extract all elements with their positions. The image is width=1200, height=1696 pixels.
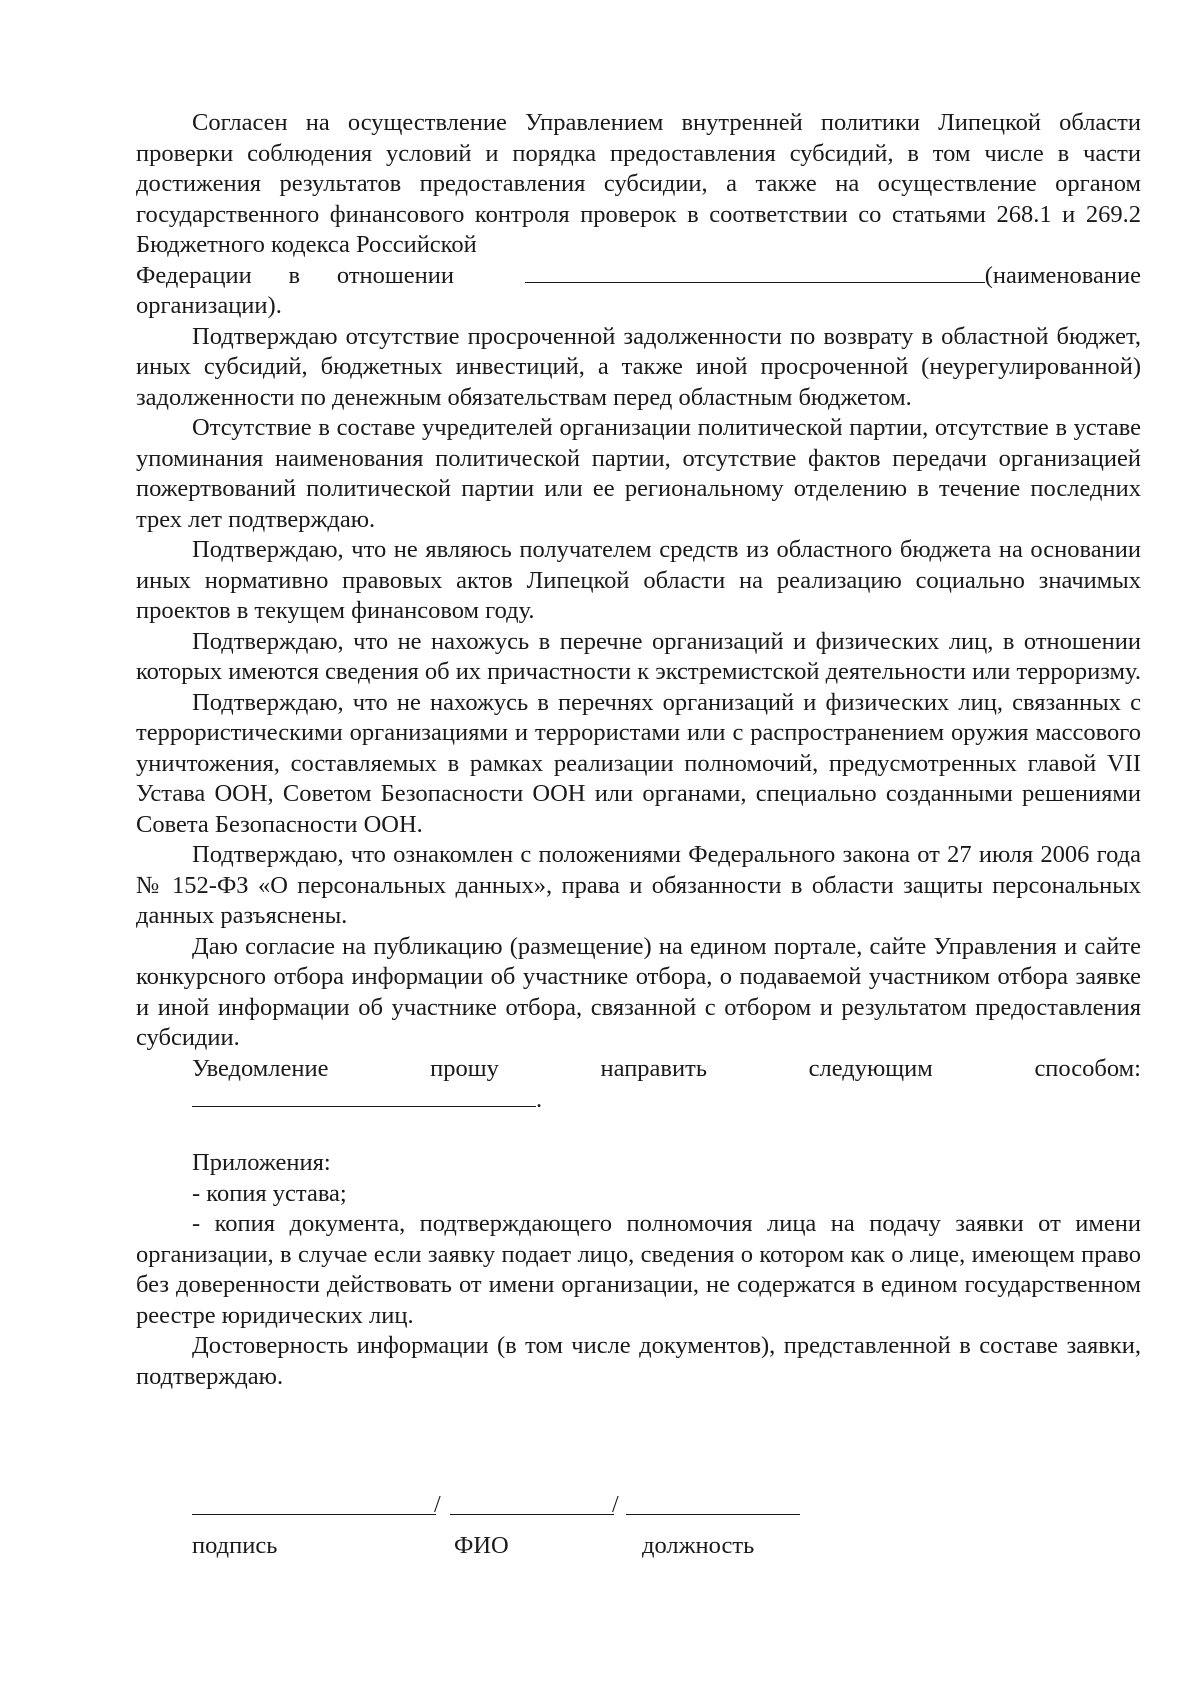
document-body: [136, 108, 1141, 1392]
no-other-funds-paragraph: Подтверждаю, что не являюсь получателем средств из областного бюджета на основании иных нормативно правовых актов Липецкой области на реализацию социально значимых проектов в текущем финансовом году.: [136, 536, 1141, 624]
attachment-authority-document: - копия документа, подтверждающего полномочия лица на подачу заявки от имени организации, в случае если заявку подает лицо, сведения о котором как о лице, имеющем право без доверенности действовать от имени организации, не содержатся в едином государственном реестре юридических лиц.: [136, 1210, 1141, 1329]
position-field[interactable]: [626, 1514, 800, 1515]
consent-paragraph: [136, 108, 1141, 261]
organization-name-hint: (наименование: [984, 261, 1141, 289]
notification-line: [136, 1054, 1141, 1085]
full-name-label: ФИО: [454, 1532, 509, 1559]
notification-method-field[interactable]: [192, 1084, 536, 1107]
relation-word: отношении: [336, 261, 454, 289]
position-label: должность: [642, 1532, 755, 1559]
no-extremism-paragraph: Подтверждаю, что не нахожусь в перечне организаций и физических лиц, в отношении которых имеются сведения об их причастности к экстремистской деятельности или терроризму.: [136, 627, 1141, 685]
signature-label: подпись: [192, 1532, 278, 1559]
attachments-heading: Приложения:: [192, 1149, 331, 1176]
separator-slash-1: /: [434, 1492, 441, 1518]
notify-word-3: направить: [600, 1054, 707, 1082]
accuracy-confirmation-paragraph: Достоверность информации (в том числе документов), представленной в составе заявки, подтверждаю.: [136, 1332, 1141, 1390]
federation-word: Федерации: [136, 261, 252, 289]
consent-text: Согласен на осуществление Управлением внутренней политики Липецкой области проверки соблюдения условий и порядка предоставления субсидий, в том числе в части достижения результатов предоставления субсидии, а также на осуществление органом государственного финансового контроля проверок в соответствии со статьями 268.1 и 269.2 Бюджетного кодекса Российской: [136, 109, 1141, 258]
notification-method-row: [136, 1084, 1141, 1118]
signature-field[interactable]: [192, 1514, 436, 1515]
notify-word-1: Уведомление: [192, 1054, 329, 1082]
organization-name-line: [136, 261, 1141, 292]
separator-slash-2: /: [612, 1492, 619, 1518]
signature-block: [192, 1492, 852, 1559]
personal-data-paragraph: Подтверждаю, что ознакомлен с положениями Федерального закона от 27 июля 2006 года № 152-ФЗ «О персональных данных», права и обязанности в области защиты персональных данных разъяснены.: [136, 841, 1141, 929]
organization-name-field[interactable]: [491, 261, 1141, 292]
notification-period: .: [536, 1086, 543, 1113]
no-party-paragraph: Отсутствие в составе учредителей организации политической партии, отсутствие в уставе упоминания наименования политической партии, отсутствие фактов передачи организацией пожертвований политической партии или ее региональному отделению в течение последних трех лет подтверждаю.: [136, 414, 1141, 533]
publication-consent-paragraph: Даю согласие на публикацию (размещение) на едином портале, сайте Управления и сайте конкурсного отбора информации об участнике отбора, о подаваемой участником отбора заявке и иной информации об участнике отбора, связанной с отбором и результатом предоставления субсидии.: [136, 932, 1141, 1051]
in-word: в: [288, 261, 301, 289]
notify-word-5: способом:: [1034, 1054, 1141, 1082]
notify-word-4: следующим: [808, 1054, 933, 1082]
full-name-field[interactable]: [450, 1514, 614, 1515]
consent-paragraph-end: организации).: [136, 292, 282, 319]
notify-word-2: прошу: [430, 1054, 499, 1082]
no-terrorism-paragraph: Подтверждаю, что не нахожусь в перечнях организаций и физических лиц, связанных с террористическими организациями и террористами или с распространением оружия массового уничтожения, составляемых в рамках реализации полномочий, предусмотренных главой VII Устава ООН, Советом Безопасности ООН или органами, специально созданными решениями Совета Безопасности ООН.: [136, 688, 1141, 838]
attachment-charter: - копия устава;: [192, 1179, 347, 1207]
no-debt-paragraph: Подтверждаю отсутствие просроченной задолженности по возврату в областной бюджет, иных субсидий, бюджетных инвестиций, а также иной просроченной (неурегулированной) задолженности по денежным обязательствам перед областным бюджетом.: [136, 322, 1141, 411]
